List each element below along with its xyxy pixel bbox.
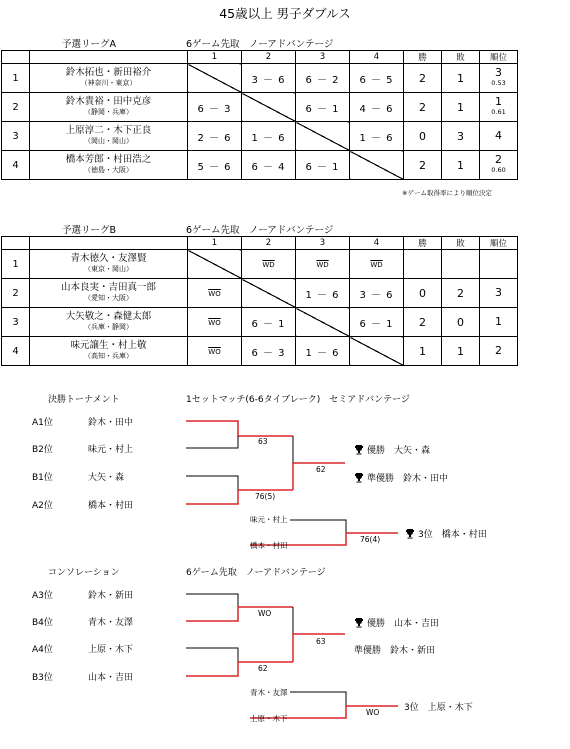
match-score: 1 － 6 (251, 132, 286, 144)
final-seed: A2位 (32, 501, 53, 511)
league-a-name: 予選リーグA (62, 39, 116, 50)
final-score-f: 62 (316, 465, 326, 474)
match-score: 3 － 6 (359, 289, 394, 301)
bracket-line-win (186, 607, 293, 621)
bracket-line (290, 520, 346, 533)
rank-value: 2 (495, 344, 502, 357)
bracket-line-win (186, 421, 293, 436)
bracket-line-win (186, 662, 293, 676)
col-header: 1 (188, 237, 242, 250)
trophy-icon (354, 472, 364, 483)
row-number: 1 (2, 64, 30, 93)
rank-value: 3 (495, 286, 502, 299)
consolation-runner-up: 準優勝 鈴木・新田 (354, 646, 436, 656)
trophy-icon (354, 444, 364, 455)
league-b-name: 予選リーグB (62, 225, 117, 236)
row-number: 2 (2, 279, 30, 308)
final-third-label: 3位 橋本・村田 (418, 530, 487, 540)
loss-count: 1 (442, 337, 480, 366)
row-number: 4 (2, 337, 30, 366)
col-header: 4 (350, 51, 404, 64)
final-third-team: 橋本・村田 (250, 541, 288, 550)
col-header: 4 (350, 237, 404, 250)
player-affiliation: （岡山・岡山） (84, 137, 133, 145)
player-names: 山本良実・吉田真一郎 (60, 282, 156, 293)
consolation-team: 上原・木下 (88, 645, 134, 655)
trophy-icon (405, 528, 415, 539)
trophy-icon (354, 617, 364, 628)
player-affiliation: （愛知・大阪） (84, 294, 133, 302)
row-number: 2 (2, 93, 30, 122)
player-affiliation: （兵庫・静岡） (84, 323, 133, 331)
bracket-line-win (186, 490, 293, 504)
player-names: 大矢敬之・森健太郎 (65, 311, 152, 322)
row-number: 4 (2, 151, 30, 180)
final-team: 鈴木・田中 (88, 418, 134, 428)
consolation-third-score: WO (366, 708, 380, 717)
match-score: 3 － 6 (251, 74, 286, 86)
win-count: 2 (404, 64, 442, 93)
win-count: 2 (404, 151, 442, 180)
bracket-line (186, 648, 238, 662)
player-names: 橋本芳郎・村田浩之 (65, 154, 152, 165)
col-header-loss: 敗 (442, 237, 480, 250)
consolation-third-team: 上原・木下 (250, 714, 288, 723)
league-b-format: 6ゲーム先取 ノーアドバンテージ (186, 225, 334, 236)
final-third-score: 76(4) (360, 535, 381, 544)
match-score: 6 － 4 (251, 161, 286, 173)
final-format: 1セットマッチ(6-6タイブレーク) セミアドバンテージ (186, 395, 410, 405)
col-header-loss: 敗 (442, 51, 480, 64)
consolation-third: 3位 上原・木下 (404, 703, 473, 713)
rank-ratio: 0.53 (491, 79, 506, 87)
match-score: 1 － 6 (359, 132, 394, 144)
final-winner (354, 443, 430, 456)
page-title: 45歳以上 男子ダブルス (219, 6, 351, 21)
match-score: 6 － 3 (197, 103, 232, 115)
consolation-team: 鈴木・新田 (88, 591, 134, 601)
final-third-team: 味元・村上 (250, 515, 288, 524)
loss-count: 1 (442, 64, 480, 93)
final-team: 大矢・森 (88, 473, 125, 483)
match-score: 2 － 6 (197, 132, 232, 144)
match-score: 1 － 6 (305, 289, 340, 301)
consolation-seed: A4位 (32, 645, 53, 655)
player-affiliation: （高知・兵庫） (84, 352, 133, 360)
win-count: 2 (404, 93, 442, 122)
match-score: 6 － 1 (305, 103, 340, 115)
consolation-winner-label: 優勝 山本・吉田 (367, 619, 440, 629)
final-runner-up-label: 準優勝 鈴木・田中 (367, 474, 449, 484)
match-score: $\overline{WD}$ (316, 260, 329, 269)
rank-value: 1 (495, 95, 502, 108)
bracket-line (186, 594, 238, 607)
win-count: 2 (404, 308, 442, 337)
final-runner-up (354, 471, 448, 484)
final-seed: B2位 (32, 445, 53, 455)
loss-count: 3 (442, 122, 480, 151)
player-affiliation: （神奈川・東京） (80, 79, 137, 87)
rank-value: 3 (495, 66, 502, 79)
final-score-sf1: 63 (258, 437, 268, 446)
col-header-win: 勝 (404, 237, 442, 250)
row-number: 3 (2, 308, 30, 337)
consolation-score-sf1: WO (258, 609, 272, 618)
player-names: 青木徳久・友澤賢 (70, 253, 147, 264)
match-score: $\overline{WD}$ (370, 260, 383, 269)
loss-count: 2 (442, 279, 480, 308)
final-third (405, 527, 487, 540)
loss-count: 0 (442, 308, 480, 337)
consolation-name: コンソレーション (48, 568, 120, 578)
consolation-format: 6ゲーム先取 ノーアドバンテージ (186, 568, 326, 578)
col-header: 2 (242, 237, 296, 250)
match-score: $\overline{WD}$ (262, 260, 275, 269)
final-winner-label: 優勝 大矢・森 (367, 446, 431, 456)
consolation-score-sf2: 62 (258, 664, 268, 673)
player-names: 鈴木拓也・新田裕介 (65, 67, 152, 78)
match-score: $\overline{WO}$ (208, 289, 221, 298)
match-score: 6 － 5 (359, 74, 394, 86)
consolation-score-f: 63 (316, 637, 326, 646)
final-team: 味元・村上 (88, 445, 134, 455)
player-affiliation: （東京・岡山） (84, 265, 133, 273)
player-affiliation: （静岡・兵庫） (84, 108, 133, 116)
rank-value: 4 (495, 129, 502, 142)
bracket-line (186, 436, 238, 448)
final-seed: B1位 (32, 473, 53, 483)
final-name: 決勝トーナメント (48, 395, 120, 405)
player-affiliation: （徳島・大阪） (84, 166, 133, 174)
match-score: 6 － 1 (305, 161, 340, 173)
match-score: 6 － 1 (251, 318, 286, 330)
consolation-seed: A3位 (32, 591, 53, 601)
loss-count: 1 (442, 93, 480, 122)
col-header: 1 (188, 51, 242, 64)
match-score: 4 － 6 (359, 103, 394, 115)
row-number: 3 (2, 122, 30, 151)
player-names: 鈴木貴裕・田中克彦 (65, 96, 152, 107)
consolation-seed: B3位 (32, 673, 53, 683)
player-names: 上原淳二・木下正良 (65, 125, 152, 136)
col-header: 2 (242, 51, 296, 64)
col-header-rank: 順位 (480, 237, 518, 250)
col-header: 3 (296, 237, 350, 250)
win-count: 1 (404, 337, 442, 366)
match-score: 6 － 1 (359, 318, 394, 330)
rank-value: 1 (495, 315, 502, 328)
final-seed: A1位 (32, 418, 53, 428)
match-score: $\overline{WO}$ (208, 347, 221, 356)
bracket-line (290, 692, 346, 706)
final-score-sf2: 76(5) (255, 492, 276, 501)
win-count: 0 (404, 279, 442, 308)
league-a-format: 6ゲーム先取 ノーアドバンテージ (186, 39, 334, 50)
consolation-team: 山本・吉田 (88, 673, 134, 683)
consolation-third-team: 青木・友澤 (250, 688, 288, 697)
rank-ratio: 0.61 (491, 108, 506, 116)
col-header-win: 勝 (404, 51, 442, 64)
row-number: 1 (2, 250, 30, 279)
consolation-team: 青木・友澤 (88, 618, 134, 628)
final-team: 橋本・村田 (88, 501, 134, 511)
loss-count: 1 (442, 151, 480, 180)
consolation-seed: B4位 (32, 618, 53, 628)
rank-value: 2 (495, 153, 502, 166)
match-score: 1 － 6 (305, 347, 340, 359)
col-header: 3 (296, 51, 350, 64)
match-score: 6 － 2 (305, 74, 340, 86)
player-names: 味元譲生・村上敬 (70, 340, 147, 351)
bracket-line (186, 476, 238, 490)
rank-ratio: 0.60 (491, 166, 506, 174)
win-count: 0 (404, 122, 442, 151)
match-score: 5 － 6 (197, 161, 232, 173)
match-score: $\overline{WO}$ (208, 318, 221, 327)
col-header-rank: 順位 (480, 51, 518, 64)
match-score: 6 － 3 (251, 347, 286, 359)
league-a-note: ※ゲーム取得率により順位決定 (402, 189, 492, 197)
consolation-winner (354, 616, 439, 629)
